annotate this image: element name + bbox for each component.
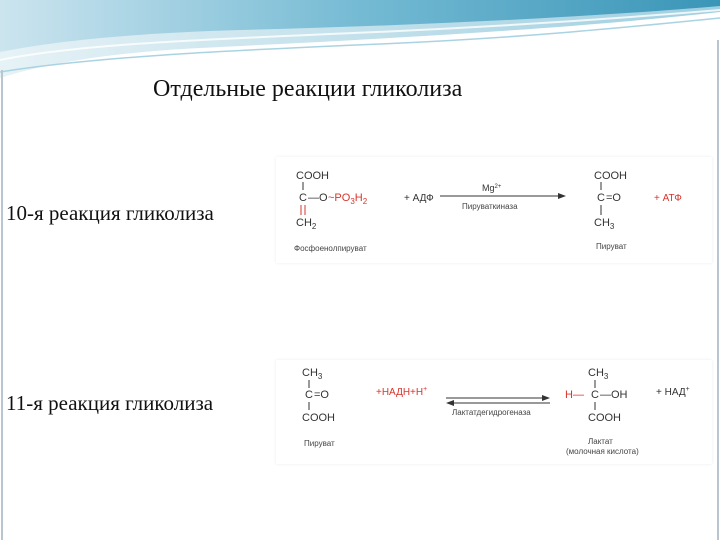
reaction-11-label: 11-я реакция гликолиза <box>6 391 214 415</box>
ldh-enzyme: Лактатдегидрогеназа <box>452 408 531 417</box>
nadh-cofactor: +НАДН+Н+ <box>376 386 428 398</box>
pyr-carbon: C <box>597 192 605 204</box>
forward-arrowhead <box>542 395 550 401</box>
pep-oxygen: O <box>319 192 328 204</box>
lac-carbon: C <box>591 389 599 401</box>
reaction-10-scheme <box>276 157 712 263</box>
pyr2-name: Пируват <box>304 439 335 448</box>
mg-catalyst: $Mg^{2+}$ <box>482 183 502 193</box>
reaction-10-arrowhead <box>558 193 566 199</box>
pep-bond-o: — <box>308 192 319 204</box>
atp-cofactor: + АТФ <box>654 193 682 204</box>
pyruvate-kinase-enzyme: Пируваткиназа <box>462 202 518 211</box>
pep-cooh: COOH <box>296 170 329 182</box>
lac-cooh: COOH <box>588 412 621 424</box>
slide-title: Отдельные реакции гликолиза <box>153 76 463 102</box>
reaction-10-diagram <box>276 157 712 263</box>
pep-name: Фосфоенолпируват <box>294 244 367 253</box>
reaction-11-scheme <box>276 360 712 464</box>
lac-hydroxyl: —OH <box>600 389 628 401</box>
lac-hydrogen: H— <box>565 389 584 401</box>
pep-carbon: C <box>299 192 307 204</box>
pyr-oxo: =O <box>606 192 621 204</box>
pep-ch2: $CH_2$ <box>296 217 317 231</box>
right-border-line <box>717 40 719 540</box>
lac-name-note: (молочная кислота) <box>566 447 639 456</box>
pep-phosphate: $\sim PO_3H_2$ <box>328 192 368 206</box>
reverse-arrowhead <box>446 400 454 406</box>
pyr-cooh: COOH <box>594 170 627 182</box>
adp-cofactor: + АДФ <box>404 193 434 204</box>
pyr2-ch3: $CH_3$ <box>302 367 323 381</box>
pyr2-cooh: COOH <box>302 412 335 424</box>
nad-cofactor: + НАД+ <box>656 386 690 398</box>
reaction-11-diagram <box>276 360 712 464</box>
pyr-ch3: $CH_3$ <box>594 217 615 231</box>
left-border-line <box>1 70 3 540</box>
lac-name: Лактат <box>588 437 613 446</box>
pyr2-oxo: =O <box>314 389 329 401</box>
pyr-name: Пируват <box>596 242 627 251</box>
lac-ch3: $CH_3$ <box>588 367 609 381</box>
pyr2-carbon: C <box>305 389 313 401</box>
reaction-10-label: 10-я реакция гликолиза <box>6 201 214 225</box>
